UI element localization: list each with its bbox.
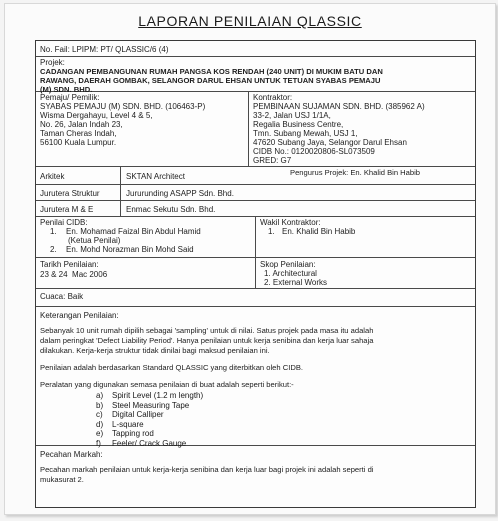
equipment-item-label: Digital Calliper bbox=[112, 410, 164, 420]
divider bbox=[36, 306, 475, 307]
contractor-rep-number: 1. bbox=[268, 227, 275, 236]
equipment-item bbox=[96, 439, 203, 449]
equipment-item-marker: e) bbox=[96, 429, 104, 439]
developer-line: SYABAS PEMAJU (M) SDN. BHD. (106463-P) bbox=[40, 102, 206, 111]
divider bbox=[36, 200, 475, 201]
divider bbox=[36, 166, 475, 167]
description-paragraph: Peralatan yang digunakan semasa penilaian di buat adalah seperti berikut:- bbox=[40, 380, 294, 389]
assessor-name: En. Mohd Norazman Bin Mohd Said bbox=[66, 245, 194, 254]
equipment-item bbox=[96, 391, 203, 401]
project-manager: Pengurus Projek: En. Khalid Bin Habib bbox=[290, 168, 421, 177]
contractor-line: 47620 Subang Jaya, Selangor Darul Ehsan bbox=[253, 138, 407, 147]
assessor-number: 1. bbox=[50, 227, 57, 236]
equipment-item-marker: f) bbox=[96, 438, 101, 448]
scope-item: 2. External Works bbox=[264, 278, 327, 287]
developer-line: 56100 Kuala Lumpur. bbox=[40, 138, 117, 147]
scope-label: Skop Penilaian: bbox=[260, 260, 316, 269]
me-engineer-value: Enmac Sekutu Sdn. Bhd. bbox=[126, 205, 216, 214]
description-label: Keterangan Penilaian: bbox=[40, 311, 119, 320]
equipment-item-label: Feeler/ Crack Gauge bbox=[112, 438, 187, 448]
me-engineer-label: Jurutera M & E bbox=[40, 205, 94, 214]
assessor-number: 2. bbox=[50, 245, 57, 254]
equipment-item-marker: d) bbox=[96, 419, 104, 429]
equipment-item bbox=[96, 429, 203, 439]
equipment-item-label: L-square bbox=[112, 419, 144, 429]
assessment-date: 23 & 24 Mac 2006 bbox=[40, 270, 108, 279]
equipment-item bbox=[96, 420, 203, 430]
divider bbox=[36, 91, 475, 92]
description-paragraph: Penilaian adalah berdasarkan Standard QLASSIC yang diterbitkan oleh CIDB. bbox=[40, 363, 303, 372]
developer-line: Wisma Dergahayu, Level 4 & 5, bbox=[40, 111, 153, 120]
report-title: LAPORAN PENILAIAN QLASSIC bbox=[138, 13, 362, 29]
project-line: CADANGAN PEMBANGUNAN RUMAH PANGSA KOS RENDAH (240 UNIT) DI MUKIM BATU DAN bbox=[40, 67, 383, 76]
project-line: (M) SDN. BHD. bbox=[40, 85, 93, 94]
assessment-form bbox=[35, 40, 476, 508]
divider bbox=[36, 288, 475, 289]
description-paragraph: Sebanyak 10 unit rumah dipilih sebagai 'sampling' untuk di nilai. Satus projek pada masa itu adalah bbox=[40, 326, 374, 335]
assessment-date-label: Tarikh Penilaian: bbox=[40, 260, 99, 269]
assessor-label: Penilai CIDB: bbox=[40, 218, 88, 227]
contractor-rep-name: En. Khalid Bin Habib bbox=[282, 227, 356, 236]
contractor-line: GRED: G7 bbox=[253, 156, 292, 165]
column-divider bbox=[255, 216, 256, 288]
structural-engineer-value: Jururunding ASAPP Sdn. Bhd. bbox=[126, 189, 234, 198]
developer-line: No. 26, Jalan Indah 23, bbox=[40, 120, 123, 129]
equipment-item-marker: a) bbox=[96, 391, 104, 400]
equipment-item-label: Spirit Level (1.2 m length) bbox=[112, 391, 204, 400]
equipment-item-label: Steel Measuring Tape bbox=[112, 400, 190, 410]
contractor-line: Tmn. Subang Mewah, USJ 1, bbox=[253, 129, 358, 138]
contractor-rep-label: Wakil Kontraktor: bbox=[260, 218, 321, 227]
divider bbox=[36, 56, 475, 57]
weather: Cuaca: Baik bbox=[40, 292, 84, 301]
file-number: No. Fail: LPIPM: PT/ QLASSIC/6 (4) bbox=[40, 45, 169, 54]
contractor-line: Regalia Business Centre, bbox=[253, 120, 344, 129]
equipment-list bbox=[96, 391, 203, 449]
contractor-line: 33-2, Jalan USJ 1/1A, bbox=[253, 111, 331, 120]
contractor-line: CIDB No.: 0120020806-SL073509 bbox=[253, 147, 375, 156]
column-divider bbox=[248, 91, 249, 166]
mark-breakdown-text: Pecahan markah penilaian untuk kerja-kerja senibina dan kerja luar bagi projek ini adalah seperti di bbox=[40, 465, 374, 474]
equipment-item-marker: c) bbox=[96, 410, 103, 420]
assessor-name: En. Mohamad Faizal Bin Abdul Hamid bbox=[66, 227, 201, 236]
project-line: RAWANG, DAERAH GOMBAK, SELANGOR DARUL EHSAN UNTUK TETUAN SYABAS PEMAJU bbox=[40, 76, 381, 85]
equipment-item-marker: b) bbox=[96, 400, 104, 410]
equipment-item bbox=[96, 410, 203, 420]
description-paragraph: dilakukan. Kerja-kerja struktur tidak dinilai bagi maksud penilaian ini. bbox=[40, 346, 270, 355]
structural-engineer-label: Jurutera Struktur bbox=[40, 189, 100, 198]
divider bbox=[36, 184, 475, 185]
description-paragraph: dalam peringkat 'Defect Liability Period'. Hanya penilaian untuk kerja senibina dan kerja luar sahaja bbox=[40, 336, 374, 345]
developer-label: Pemaju/ Pemilik: bbox=[40, 93, 100, 102]
developer-line: Taman Cheras Indah, bbox=[40, 129, 117, 138]
assessor-role: (Ketua Penilai) bbox=[68, 236, 121, 245]
mark-breakdown-label: Pecahan Markah: bbox=[40, 450, 103, 459]
equipment-item-label: Tapping rod bbox=[112, 429, 154, 439]
document-page bbox=[4, 3, 496, 515]
contractor-label: Kontraktor: bbox=[253, 93, 293, 102]
project-label: Projek: bbox=[40, 58, 65, 67]
architect-label: Arkitek bbox=[40, 172, 65, 181]
architect-value: SKTAN Architect bbox=[126, 172, 185, 181]
scope-item: 1. Architectural bbox=[264, 269, 317, 278]
contractor-line: PEMBINAAN SUJAMAN SDN. BHD. (385962 A) bbox=[253, 102, 425, 111]
mark-breakdown-text: mukasurat 2. bbox=[40, 475, 84, 484]
column-divider bbox=[120, 166, 121, 216]
equipment-item bbox=[96, 401, 203, 411]
